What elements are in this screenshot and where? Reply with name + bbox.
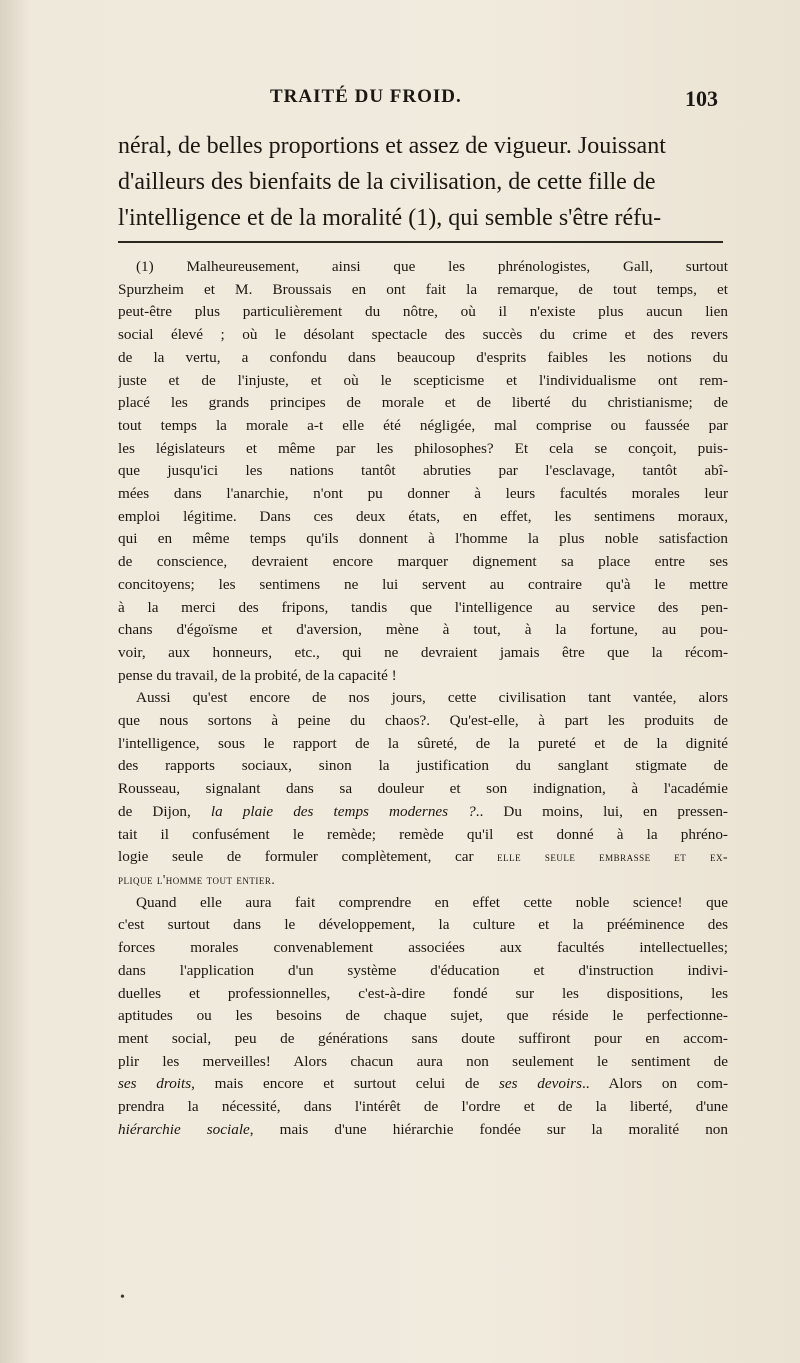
footnote-line: à la merci des fripons, tandis que l'intelligence au service des pen- <box>118 598 728 616</box>
main-text-line: néral, de belles proportions et assez de vigueur. Jouissant <box>118 133 666 159</box>
footnote-line: (1) Malheureusement, ainsi que les phrénologistes, Gall, surtout <box>136 258 728 275</box>
main-text <box>118 128 724 236</box>
footnote-line: emploi légitime. Dans ces deux états, en effet, les sentimens moraux, <box>118 507 728 525</box>
footnote-line: dans l'application d'un système d'éducation et d'instruction indivi- <box>118 961 728 979</box>
footnote-line <box>118 1073 728 1096</box>
footnote-line: les législateurs et même par les philosophes? Et cela se conçoit, puis- <box>118 439 728 457</box>
footnote-text: logie seule de formuler complètement, car <box>118 848 498 866</box>
footnote-text: .. Du moins, lui, en pressen- <box>475 802 728 820</box>
printer-ornament: • <box>120 1290 125 1305</box>
footnote-line: de conscience, devraient encore marquer dignement sa place entre ses <box>118 553 728 571</box>
footnote-line <box>118 846 728 869</box>
footnote-line: Spurzheim et M. Broussais en ont fait la remarque, de tout temps, et <box>118 280 728 298</box>
footnote-smallcaps-text: elle seule embrasse et ex- <box>497 849 728 865</box>
footnote-line: Quand elle aura fait comprendre en effet cette noble science! que <box>136 893 728 911</box>
footnote-line <box>118 801 728 824</box>
footnote-line: Rousseau, signalant dans sa douleur et son indignation, à l'académie <box>118 780 728 798</box>
footnote-text: , mais encore et surtout celui de <box>191 1075 500 1093</box>
footnote-line: forces morales convenablement associées aux facultés intellectuelles; <box>118 939 728 957</box>
running-title: TRAITÉ DU FROID. <box>270 86 462 107</box>
footnote-line: tout temps la morale a-t elle été négligée, mal comprise ou faussée par <box>118 416 728 434</box>
footnote-line <box>118 1119 728 1142</box>
footnote-line: aptitudes ou les besoins de chaque sujet, que réside le perfectionne- <box>118 1007 728 1025</box>
footnote-line: tait il confusément le remède; remède qu'il est donné à la phréno- <box>118 825 728 843</box>
main-text-line: d'ailleurs des bienfaits de la civilisation, de cette fille de <box>118 169 656 195</box>
footnote-line: concitoyens; les sentimens ne lui servent au contraire qu'à le mettre <box>118 575 728 593</box>
footnote-line: juste et de l'injuste, et où le scepticisme et l'individualisme ont rem- <box>118 371 728 389</box>
footnote-line: de la vertu, a confondu dans beaucoup d'esprits faibles les notions du <box>118 348 728 366</box>
footnote-line: que jusqu'ici les nations tantôt abruties par l'esclavage, tantôt abî- <box>118 462 728 480</box>
footnote-text: , mais d'une hiérarchie fondée sur la moralité non <box>249 1120 728 1138</box>
footnote-line: que nous sortons à peine du chaos?. Qu'est-elle, à part les produits de <box>118 712 728 730</box>
footnote-line: des rapports sociaux, sinon la justification du sanglant stigmate de <box>118 757 728 775</box>
footnote-line: chans d'égoïsme et d'aversion, mène à tout, à la fortune, au pou- <box>118 621 728 639</box>
footnote-line: l'intelligence, sous le rapport de la sûreté, de la pureté et de la dignité <box>118 734 728 752</box>
page-header <box>120 86 720 116</box>
footnote-line: duelles et professionnelles, c'est-à-dire fondé sur les dispositions, les <box>118 984 728 1002</box>
main-text-line: l'intelligence et de la moralité (1), qui semble s'être réfu- <box>118 205 662 231</box>
footnote-line: Aussi qu'est encore de nos jours, cette civilisation tant vantée, alors <box>136 689 728 707</box>
footnote-smallcaps-text: plique l'homme tout entier. <box>118 871 276 887</box>
footnote-line: mées dans l'anarchie, n'ont pu donner à leurs facultés morales leur <box>118 485 728 503</box>
footnote-text: .. Alors on com- <box>582 1075 728 1093</box>
footnote-line: voir, aux honneurs, etc., qui ne devraient jamais être que la récom- <box>118 643 728 661</box>
footnote-line: pense du travail, de la probité, de la capacité ! <box>118 666 397 684</box>
footnote-line: prendra la nécessité, dans l'intérêt de l'ordre et de la liberté, d'une <box>118 1098 728 1116</box>
footnote-line: qui en même temps qu'ils donnent à l'homme la plus noble satisfaction <box>118 530 728 548</box>
footnote-line: placé les grands principes de morale et de liberté du christianisme; de <box>118 394 728 412</box>
footnote-italic-text: hiérarchie sociale <box>118 1120 250 1138</box>
footnote-line: peut-être plus particulièrement du nôtre, où il n'existe plus aucun lien <box>118 303 728 321</box>
footnote-line: plir les merveilles! Alors chacun aura non seulement le sentiment de <box>118 1052 728 1070</box>
footnote-line: ment social, peu de générations sans doute suffiront pour en accom- <box>118 1029 728 1047</box>
footnote-italic-text: ses devoirs <box>499 1075 582 1093</box>
footnote-line: social élevé ; où le désolant spectacle des succès du crime et des revers <box>118 326 728 344</box>
page-number: 103 <box>685 86 718 111</box>
footnote <box>118 256 728 1141</box>
footnote-rule <box>118 241 723 243</box>
footnote-italic-text: la plaie des temps modernes ? <box>210 802 476 820</box>
footnote-text: de Dijon, <box>118 802 211 820</box>
footnote-italic-text: ses droits <box>118 1075 192 1093</box>
footnote-line <box>118 869 728 892</box>
footnote-line: c'est surtout dans le développement, la culture et la prééminence des <box>118 916 728 934</box>
